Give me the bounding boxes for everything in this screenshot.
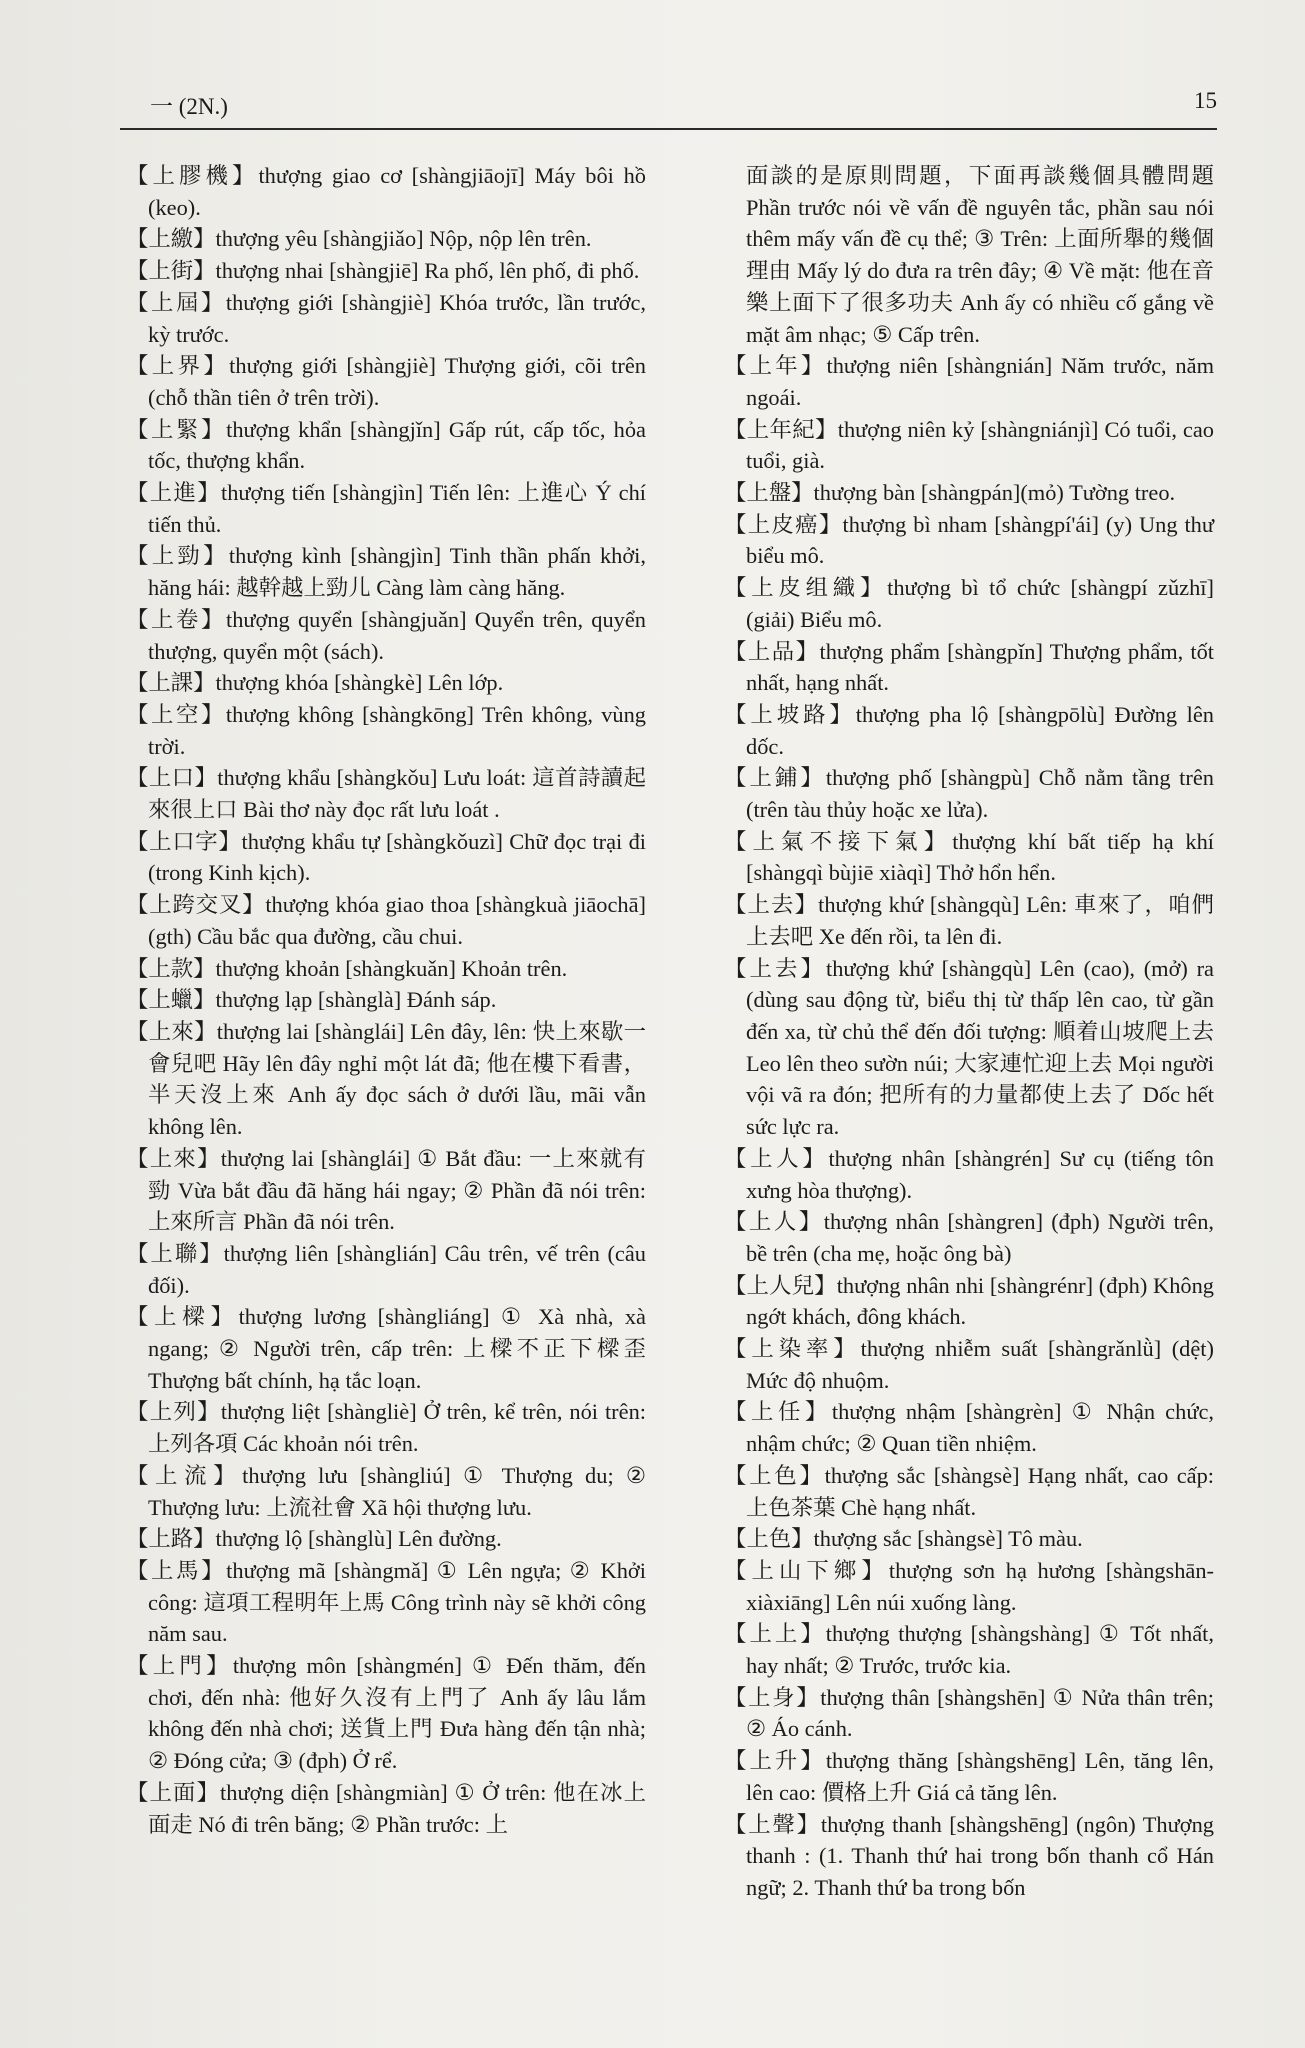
- dictionary-entry: 【上皮组織】thượng bì tổ chức [shàngpí zǔzhī] (giải) Biểu mô.: [724, 575, 1214, 632]
- dictionary-entry: 【上路】thượng lộ [shànglù] Lên đường.: [126, 1526, 502, 1552]
- dictionary-entry: 【上年】thượng niên [shàngnián] Năm trước, năm ngoái.: [724, 353, 1214, 410]
- dictionary-entry: 【上屆】thượng giới [shàngjiè] Khóa trước, lần trước, kỳ trước.: [126, 289, 646, 347]
- dictionary-entry: 【上款】thượng khoản [shàngkuǎn] Khoản trên.: [126, 955, 568, 981]
- dictionary-entry: 【上人】thượng nhân [shàngrén] Sư cụ (tiếng tôn xưng hòa thượng).: [724, 1145, 1214, 1203]
- dictionary-entry: 【上蠟】thượng lạp [shànglà] Đánh sáp.: [126, 987, 497, 1013]
- dictionary-entry: 【上緊】thượng khẩn [shàngjǐn] Gấp rút, cấp tốc, hỏa tốc, thượng khẩn.: [126, 416, 646, 474]
- dictionary-entry: 【上色】thượng sắc [shàngsè] Hạng nhất, cao cấp: 上色茶葉 Chè hạng nhất.: [724, 1462, 1214, 1520]
- dictionary-entry: 【上繳】thượng yêu [shàngjiǎo] Nộp, nộp lên trên.: [126, 226, 592, 252]
- dictionary-entry: 【上氣不接下氣】thượng khí bất tiếp hạ khí [shàngqì bùjiē xiàqì] Thở hổn hển.: [724, 828, 1214, 886]
- dictionary-entry: 【上進】thượng tiến [shàngjìn] Tiến lên: 上進心 Ý chí tiến thủ.: [126, 480, 646, 537]
- dictionary-entry: 【上跨交叉】thượng khóa giao thoa [shàngkuà jiāochā] (gth) Cầu bắc qua đường, cầu chui.: [126, 892, 646, 949]
- entry-continuation: 面談的是原則問題，下面再談幾個具體問題 Phần trước nói về vấn đề nguyên tắc, phần sau nói thêm mấy vấn đề cụ thể; ③ Trên: 上面所舉的幾個理由 Mấy lý do đưa ra trên đây; ④ Về mặt: 他在音樂上面下了很多功夫 Anh ấy có nhiều cố gắng về mặt âm nhạc; ⑤ Cấp trên.: [746, 163, 1214, 347]
- dictionary-entry: 【上街】thượng nhai [shàngjiē] Ra phố, lên phố, đi phố.: [126, 258, 640, 284]
- dictionary-entry: 【上來】thượng lai [shànglái] Lên đây, lên: 快上來歇一會兒吧 Hãy lên đây nghỉ một lát đã; 他在樓下看書，半天沒上來 Anh ấy đọc sách ở dưới lầu, mãi vẫn không lên.: [126, 1018, 646, 1140]
- dictionary-entry: 【上人】thượng nhân [shàngren] (đph) Người trên, bề trên (cha mẹ, hoặc ông bà): [724, 1209, 1214, 1266]
- dictionary-entry: 【上來】thượng lai [shànglái] ① Bắt đầu: 一上來就有勁 Vừa bắt đầu đã hăng hái ngay; ② Phần đã nói trên: 上來所言 Phần đã nói trên.: [126, 1145, 646, 1235]
- dictionary-entry: 【上升】thượng thăng [shàngshēng] Lên, tăng lên, lên cao: 價格上升 Giá cả tăng lên.: [724, 1748, 1214, 1805]
- dictionary-entry: 【上界】thượng giới [shàngjiè] Thượng giới, cõi trên (chỗ thần tiên ở trên trời).: [126, 353, 646, 410]
- dictionary-entry: 【上任】thượng nhậm [shàngrèn] ① Nhận chức, nhậm chức; ② Quan tiền nhiệm.: [724, 1399, 1214, 1457]
- dictionary-entry: 【上身】thượng thân [shàngshēn] ① Nửa thân trên; ② Áo cánh.: [724, 1684, 1214, 1742]
- page-number: 15: [1194, 88, 1217, 113]
- dictionary-entry: 【上鋪】thượng phố [shàngpù] Chỗ nằm tầng trên (trên tàu thủy hoặc xe lửa).: [724, 765, 1214, 823]
- dictionary-entry: 【上口字】thượng khẩu tự [shàngkǒuzì] Chữ đọc trại đi (trong Kinh kịch).: [126, 828, 646, 886]
- dictionary-entry: 【上去】thượng khứ [shàngqù] Lên (cao), (mở) ra (dùng sau động từ, biểu thị từ thấp lên cao, từ gần đến xa, từ chủ thể đến đối tượng: 順着山坡爬上去 Leo lên theo sườn núi; 大家連忙迎上去 Mọi người vội vã ra đón; 把所有的力量都使上去了 Dốc hết sức lực ra.: [724, 955, 1214, 1140]
- dictionary-entry: 【上卷】thượng quyển [shàngjuǎn] Quyển trên, quyển thượng, quyển một (sách).: [126, 606, 646, 664]
- dictionary-entry: 【上列】thượng liệt [shàngliè] Ở trên, kể trên, nói trên: 上列各項 Các khoản nói trên.: [126, 1399, 646, 1457]
- dictionary-entry: 【上門】thượng môn [shàngmén] ① Đến thăm, đến chơi, đến nhà: 他好久沒有上門了 Anh ấy lâu lắm không đến nhà chơi; 送貨上門 Đưa hàng đến tận nhà; ② Đóng cửa; ③ (đph) Ở rể.: [126, 1653, 646, 1774]
- dictionary-entry: 【上年紀】thượng niên kỷ [shàngniánjì] Có tuổi, cao tuổi, già.: [724, 416, 1214, 474]
- dictionary-entry: 【上口】thượng khẩu [shàngkǒu] Lưu loát: 這首詩讀起來很上口 Bài thơ này đọc rất lưu loát .: [126, 765, 646, 823]
- dictionary-entry: 【上染率】thượng nhiễm suất [shàngrǎnlǜ] (dệt) Mức độ nhuộm.: [724, 1336, 1214, 1393]
- dictionary-entry: 【上流】thượng lưu [shàngliú] ① Thượng du; ② Thượng lưu: 上流社會 Xã hội thượng lưu.: [126, 1462, 646, 1520]
- dictionary-entry: 【上空】thượng không [shàngkōng] Trên không, vùng trời.: [126, 701, 646, 759]
- dictionary-entry: 【上上】thượng thượng [shàngshàng] ① Tốt nhất, hay nhất; ② Trước, trước kia.: [724, 1621, 1214, 1679]
- dictionary-entry: 【上品】thượng phẩm [shàngpǐn] Thượng phẩm, tốt nhất, hạng nhất.: [724, 638, 1214, 696]
- dictionary-entry: 【上色】thượng sắc [shàngsè] Tô màu.: [724, 1526, 1083, 1552]
- dictionary-entry: 【上聯】thượng liên [shànglián] Câu trên, vế trên (câu đối).: [126, 1240, 646, 1298]
- dictionary-entry: 【上膠機】thượng giao cơ [shàngjiāojī] Máy bôi hồ (keo).: [126, 163, 646, 220]
- dictionary-entry: 【上課】thượng khóa [shàngkè] Lên lớp.: [126, 670, 504, 696]
- dictionary-entry: 【上盤】thượng bàn [shàngpán](mỏ) Tường treo.: [724, 480, 1176, 506]
- page-header: [120, 88, 1217, 122]
- dictionary-entry: 【上去】thượng khứ [shàngqù] Lên: 車來了，咱們上去吧 Xe đến rồi, ta lên đi.: [724, 892, 1214, 949]
- dictionary-entry: 【上坡路】thượng pha lộ [shàngpōlù] Đường lên dốc.: [724, 701, 1214, 759]
- right-column: [724, 160, 1214, 1904]
- header-rule: [120, 128, 1217, 130]
- dictionary-entry: 【上山下鄉】thượng sơn hạ hương [shàngshān-xiàxiāng] Lên núi xuống làng.: [724, 1557, 1214, 1615]
- dictionary-entry: 【上勁】thượng kình [shàngjìn] Tinh thần phấn khởi, hăng hái: 越幹越上勁儿 Càng làm càng hăng.: [126, 543, 646, 601]
- dictionary-entry: 【上人兒】thượng nhân nhi [shàngrénr] (đph) Không ngớt khách, đông khách.: [724, 1272, 1214, 1330]
- dictionary-entry: 【上樑】thượng lương [shàngliáng] ① Xà nhà, xà ngang; ② Người trên, cấp trên: 上樑不正下樑歪 Thượng bất chính, hạ tắc loạn.: [126, 1304, 646, 1393]
- dictionary-entry: 【上皮癌】thượng bì nham [shàngpí'ái] (y) Ung thư biểu mô.: [724, 511, 1214, 569]
- dictionary-entry: 【上面】thượng diện [shàngmiàn] ① Ở trên: 他在冰上面走 Nó đi trên băng; ② Phần trước: 上: [126, 1779, 646, 1837]
- left-column: [126, 160, 646, 1840]
- dictionary-entry: 【上聲】thượng thanh [shàngshēng] (ngôn) Thượng thanh : (1. Thanh thứ hai trong bốn thanh cổ Hán ngữ; 2. Thanh thứ ba trong bốn: [724, 1811, 1214, 1900]
- dictionary-entry: 【上馬】thượng mã [shàngmǎ] ① Lên ngựa; ② Khởi công: 這項工程明年上馬 Công trình này sẽ khởi công năm sau.: [126, 1557, 646, 1647]
- running-head: 一 (2N.): [150, 94, 228, 119]
